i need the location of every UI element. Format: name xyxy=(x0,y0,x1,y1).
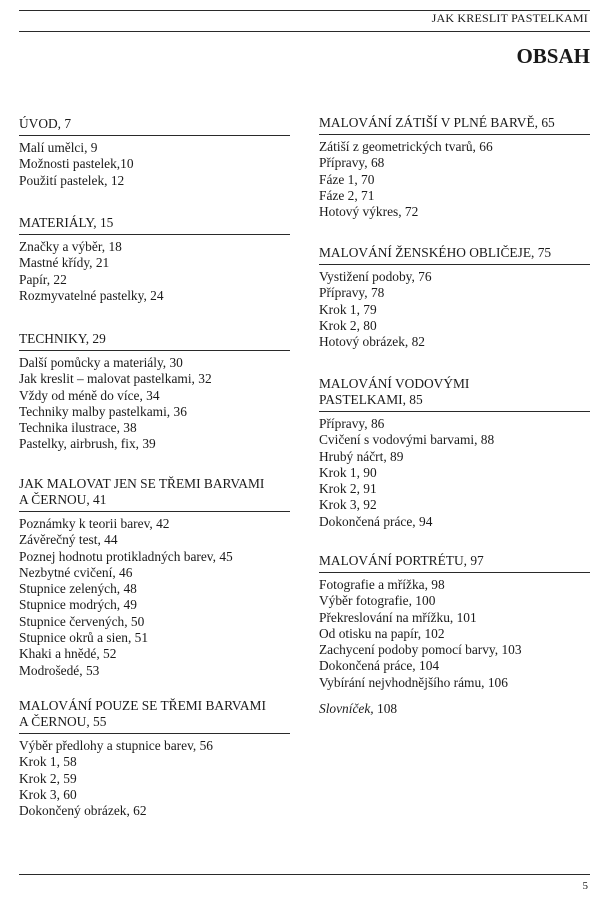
toc-entry[interactable]: Cvičení s vodovými barvami, 88 xyxy=(319,432,495,448)
toc-entry[interactable]: Krok 3, 60 xyxy=(19,786,77,802)
toc-entry[interactable]: Krok 1, 58 xyxy=(19,754,77,770)
toc-section-vodove-pastelky xyxy=(319,369,590,530)
toc-entry[interactable]: Překreslování na mřížku, 101 xyxy=(319,609,477,625)
section-title[interactable]: TECHNIKY, 29 xyxy=(19,324,290,351)
section-title[interactable]: MALOVÁNÍ PORTRÉTU, 97 xyxy=(319,546,590,573)
toc-entry[interactable]: Zátiší z geometrických tvarů, 66 xyxy=(319,139,493,154)
page-title: OBSAH xyxy=(516,44,590,68)
toc-entry[interactable]: Khaki a hnědé, 52 xyxy=(19,646,117,662)
toc-entry[interactable]: Dokončený obrázek, 62 xyxy=(19,803,147,819)
toc-entry[interactable]: Dokončená práce, 104 xyxy=(319,658,440,674)
toc-entry[interactable]: Výběr fotografie, 100 xyxy=(319,593,436,609)
toc-entry[interactable]: Krok 3, 92 xyxy=(319,497,377,513)
toc-entry[interactable]: Výběr předlohy a stupnice barev, 56 xyxy=(19,738,213,753)
toc-entry[interactable]: Nezbytné cvičení, 46 xyxy=(19,564,133,580)
toc-section-malovani-pouze xyxy=(19,691,290,819)
toc-entry[interactable]: Jak kreslit – malovat pastelkami, 32 xyxy=(19,371,212,387)
toc-entry[interactable]: Další pomůcky a materiály, 30 xyxy=(19,355,183,370)
toc-entry[interactable]: Pastelky, airbrush, fix, 39 xyxy=(19,436,156,452)
toc-entry[interactable]: Malí umělci, 9 xyxy=(19,140,98,155)
toc-entry[interactable]: Rozmyvatelné pastelky, 24 xyxy=(19,287,164,303)
toc-entry[interactable]: Přípravy, 68 xyxy=(319,155,385,171)
toc-entry[interactable]: Stupnice zelených, 48 xyxy=(19,581,137,597)
footer-rule xyxy=(19,874,590,875)
toc-entry[interactable]: Poznámky k teorii barev, 42 xyxy=(19,516,170,531)
toc-entry[interactable]: Papír, 22 xyxy=(19,271,67,287)
toc-entry[interactable]: Fotografie a mřížka, 98 xyxy=(319,577,445,592)
toc-entry[interactable]: Vždy od méně do více, 34 xyxy=(19,387,160,403)
toc-section-jak-malovat xyxy=(19,469,290,679)
toc-entry[interactable]: Použití pastelek, 12 xyxy=(19,172,125,188)
toc-entry[interactable]: Přípravy, 86 xyxy=(319,416,385,431)
toc-entry[interactable]: Vybírání nejvhodnějšího rámu, 106 xyxy=(319,674,508,690)
toc-entry[interactable]: Modrošedé, 53 xyxy=(19,662,100,678)
toc-entry[interactable]: Hotový výkres, 72 xyxy=(319,204,419,220)
toc-section-uvod xyxy=(19,109,290,189)
toc-entry[interactable]: Zachycení podoby pomocí barvy, 103 xyxy=(319,642,522,658)
toc-section-techniky xyxy=(19,324,290,453)
section-title[interactable]: JAK MALOVAT JEN SE TŘEMI BARVAMI A ČERNOU, 41 xyxy=(19,469,290,512)
section-title[interactable]: MALOVÁNÍ ŽENSKÉHO OBLIČEJE, 75 xyxy=(319,238,590,265)
toc-section-portret xyxy=(319,546,590,717)
toc-entry[interactable]: Krok 1, 90 xyxy=(319,464,377,480)
toc-entry[interactable]: Hrubý náčrt, 89 xyxy=(319,448,404,464)
toc-entry[interactable]: Od otisku na papír, 102 xyxy=(319,625,445,641)
section-title[interactable]: ÚVOD, 7 xyxy=(19,109,290,136)
section-title[interactable]: MALOVÁNÍ POUZE SE TŘEMI BARVAMI A ČERNOU, 55 xyxy=(19,691,290,734)
toc-entry[interactable]: Krok 2, 59 xyxy=(19,770,77,786)
toc-entry[interactable]: Možnosti pastelek,10 xyxy=(19,156,134,172)
running-header: JAK KRESLIT PASTELKAMI xyxy=(431,11,588,25)
toc-entry[interactable]: Krok 2, 91 xyxy=(319,481,377,497)
toc-entry[interactable]: Technika ilustrace, 38 xyxy=(19,420,137,436)
toc-entry[interactable]: Mastné křídy, 21 xyxy=(19,255,110,271)
toc-entry[interactable]: Přípravy, 78 xyxy=(319,285,385,301)
toc-entry[interactable]: Stupnice okrů a sien, 51 xyxy=(19,630,149,646)
toc-section-zatisi xyxy=(319,108,590,220)
toc-entry[interactable]: Fáze 1, 70 xyxy=(319,171,375,187)
page-number: 5 xyxy=(582,880,588,892)
section-title[interactable]: MALOVÁNÍ VODOVÝMI PASTELKAMI, 85 xyxy=(319,369,590,412)
toc-entry[interactable]: Závěrečný test, 44 xyxy=(19,532,118,548)
glossary-page: 108 xyxy=(377,701,398,717)
section-title[interactable]: MATERIÁLY, 15 xyxy=(19,208,290,235)
toc-entry[interactable]: Stupnice červených, 50 xyxy=(19,613,145,629)
toc-entry[interactable]: Krok 1, 79 xyxy=(319,301,377,317)
toc-entry[interactable]: Techniky malby pastelkami, 36 xyxy=(19,403,187,419)
toc-section-materialy xyxy=(19,208,290,304)
toc-entry[interactable]: Fáze 2, 71 xyxy=(319,187,375,203)
toc-entry-glossary[interactable] xyxy=(319,701,590,717)
toc-entry[interactable]: Krok 2, 80 xyxy=(319,317,377,333)
toc-entry[interactable]: Stupnice modrých, 49 xyxy=(19,597,137,613)
toc-entry[interactable]: Vystižení podoby, 76 xyxy=(319,269,432,284)
toc-entry[interactable]: Poznej hodnotu protikladných barev, 45 xyxy=(19,548,233,564)
section-title[interactable]: MALOVÁNÍ ZÁTIŠÍ V PLNÉ BARVĚ, 65 xyxy=(319,108,590,135)
toc-entry[interactable]: Dokončená práce, 94 xyxy=(319,513,433,529)
toc-entry[interactable]: Značky a výběr, 18 xyxy=(19,239,122,254)
header-bottom-rule xyxy=(19,31,590,32)
toc-section-zensky-oblicej xyxy=(319,238,590,350)
toc-entry[interactable]: Hotový obrázek, 82 xyxy=(319,334,425,350)
glossary-label: Slovníček, xyxy=(319,701,374,717)
